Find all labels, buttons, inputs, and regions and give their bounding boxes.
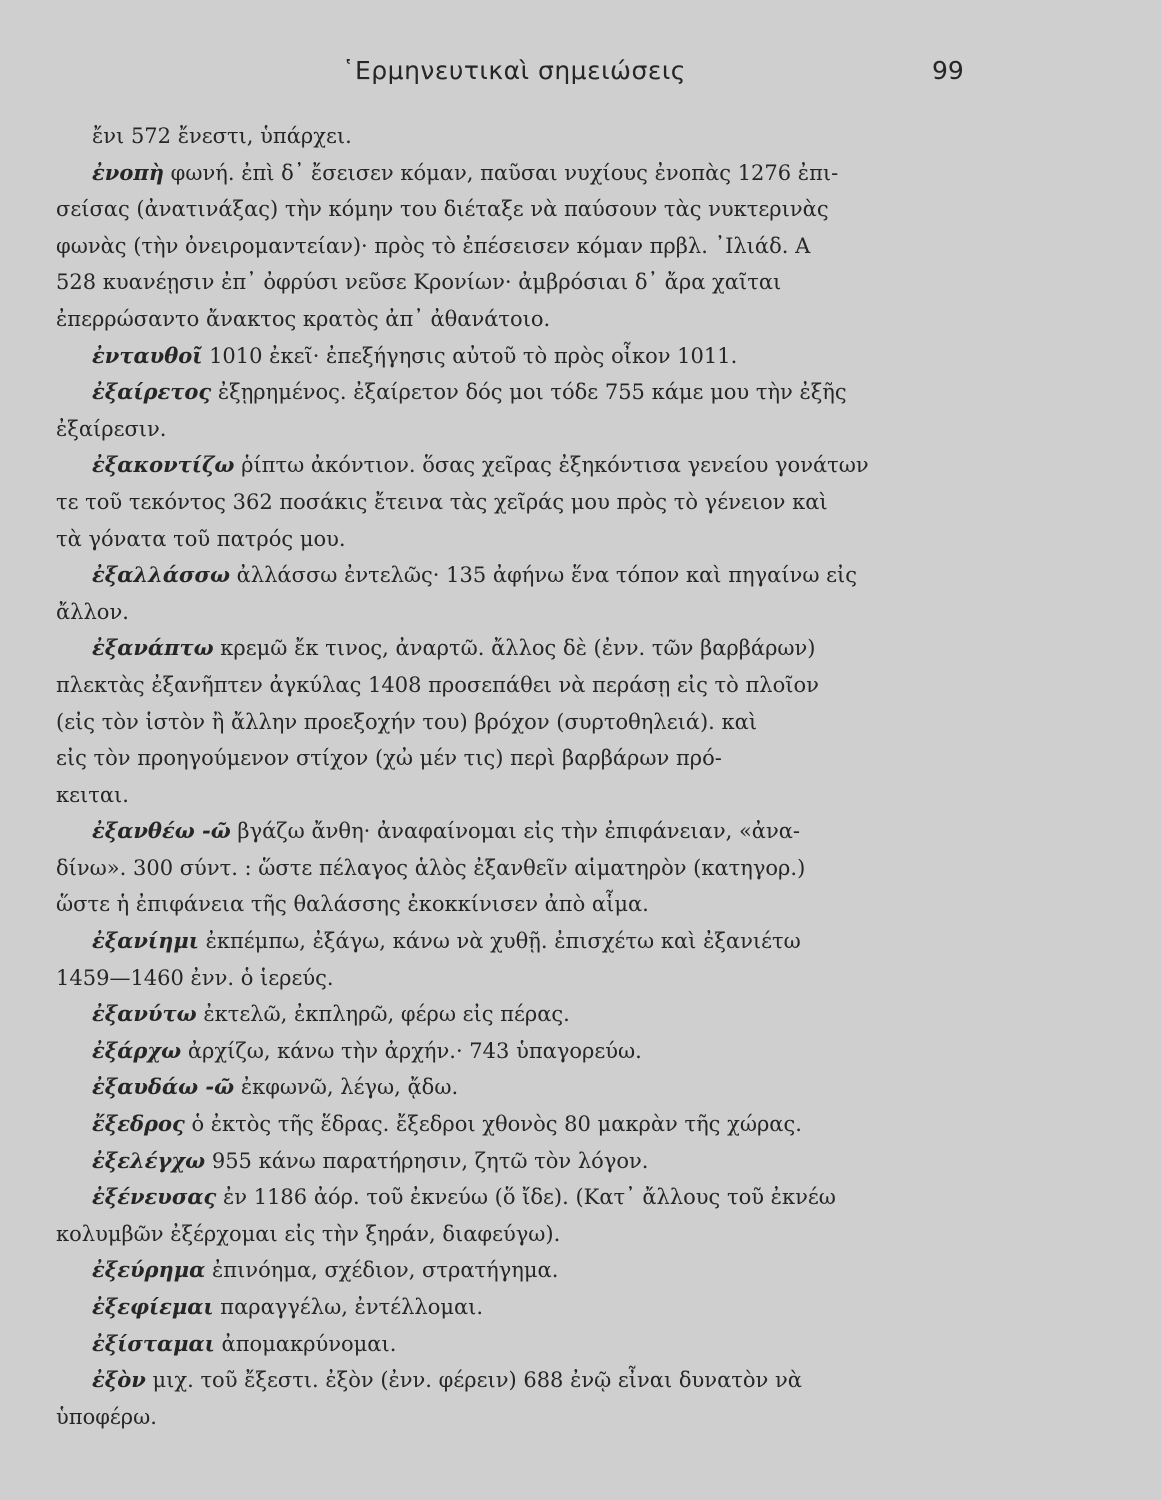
glossary-entry — [0, 923, 1161, 996]
entry-line — [0, 1033, 1010, 1070]
entry-text: ἐπερρώσαντο ἄνακτος κρατὸς ἀπ᾽ ἀθανάτοιο. — [56, 306, 551, 331]
entry-text: ἀπομακρύνομαι. — [221, 1331, 397, 1356]
entry-text: ῥίπτω ἀκόντιον. ὅσας χεῖρας ἐξηκόντισα γενείου γονάτων — [241, 453, 869, 478]
entry-line — [0, 1362, 1010, 1399]
entry-lemma: ἐξαίρετος — [92, 379, 212, 405]
entry-lemma: ἐξένευσας — [92, 1184, 217, 1210]
entry-lemma: ἐνοπὴ — [92, 159, 164, 185]
entry-text: ἐξῃρημένος. ἐξαίρετον δός μοι τόδε 755 κάμε μου τὴν ἐξῆς — [217, 380, 847, 405]
entry-line — [0, 1252, 1010, 1289]
entry-text: κειται. — [56, 782, 129, 807]
entry-text: 528 κυανέῃσιν ἐπ᾽ ὀφρύσι νεῦσε Κρονίων· ἀμβρόσιαι δ᾽ ἄρα χαῖται — [56, 270, 782, 295]
entry-line — [0, 484, 1010, 521]
glossary-entry — [0, 447, 1161, 557]
entry-lemma: ἔξεδρος — [92, 1111, 185, 1137]
entry-lemma: ἐξεύρημα — [92, 1257, 206, 1283]
entry-line — [0, 740, 1010, 777]
entry-text: ἐκφωνῶ, λέγω, ᾄδω. — [240, 1075, 459, 1100]
entry-lemma: ἐξεφίεμαι — [92, 1294, 214, 1319]
entry-text: ὁ ἐκτὸς τῆς ἕδρας. ἔξεδροι χθονὸς 80 μακρὰν τῆς χώρας. — [191, 1112, 802, 1137]
glossary-entry — [0, 118, 1161, 155]
entry-line — [0, 996, 1010, 1033]
entry-text: ἀλλάσσω ἐντελῶς· 135 ἀφήνω ἕνα τόπον καὶ πηγαίνω εἰς — [236, 563, 857, 588]
entry-text: (εἰς τὸν ἱστὸν ἢ ἄλλην προεξοχήν του) βρόχον (συρτοθηλειά). καὶ — [56, 709, 758, 734]
entry-line — [0, 301, 1010, 338]
glossary-entry — [0, 338, 1161, 375]
entry-line — [0, 923, 1010, 960]
glossary-entry — [0, 1033, 1161, 1070]
glossary-body — [0, 118, 1161, 1435]
entry-line — [0, 1326, 1010, 1363]
glossary-entry — [0, 1106, 1161, 1143]
glossary-entry — [0, 155, 1161, 338]
entry-line — [0, 1216, 1010, 1253]
page-header — [0, 56, 1161, 92]
entry-text: μιχ. τοῦ ἔξεστι. ἐξὸν (ἐνν. φέρειν) 688 ἐνῷ εἶναι δυνατὸν νὰ — [152, 1368, 802, 1393]
entry-text: φωνὰς (τὴν ὀνειρομαντείαν)· πρὸς τὸ ἐπέσεισεν κόμαν πρβλ. ᾽Ιλιάδ. Α — [56, 233, 811, 258]
entry-lemma: ἐξανθέω -ῶ — [92, 818, 231, 844]
entry-line — [0, 1399, 1010, 1436]
entry-line — [0, 1069, 1010, 1106]
entry-text: ἀρχίζω, κάνω τὴν ἀρχήν.· 743 ὑπαγορεύω. — [187, 1038, 642, 1063]
glossary-entry — [0, 1143, 1161, 1180]
entry-text: τὰ γόνατα τοῦ πατρός μου. — [56, 526, 346, 551]
entry-line — [0, 1106, 1010, 1143]
entry-line — [0, 155, 1010, 192]
glossary-entry — [0, 1362, 1161, 1435]
entry-text: πλεκτὰς ἐξανῆπτεν ἀγκύλας 1408 προσεπάθει νὰ περάσῃ εἰς τὸ πλοῖον — [56, 672, 819, 697]
entry-line — [0, 447, 1010, 484]
entry-line — [0, 1143, 1010, 1180]
glossary-entry — [0, 1179, 1161, 1252]
glossary-entry — [0, 1289, 1161, 1326]
entry-text: ἐπινόημα, σχέδιον, στρατήγημα. — [212, 1258, 559, 1283]
glossary-entry — [0, 630, 1161, 813]
entry-lemma: ἐξαυδάω -ῶ — [92, 1074, 235, 1100]
entry-text: σείσας (ἀνατινάξας) τὴν κόμην του διέταξε νὰ παύσουν τὰς νυκτερινὰς — [56, 197, 829, 222]
glossary-entry — [0, 996, 1161, 1033]
entry-line — [0, 228, 1010, 265]
entry-text: παραγγέλω, ἐντέλλομαι. — [220, 1295, 484, 1319]
entry-text: 1010 ἐκεῖ· ἐπεξήγησις αὐτοῦ τὸ πρὸς οἶκον 1011. — [209, 343, 738, 368]
entry-line — [0, 777, 1010, 814]
entry-lemma: ἐξίσταμαι — [92, 1330, 215, 1356]
entry-text: ἐν 1186 ἀόρ. τοῦ ἐκνεύω (ὅ ἴδε). (Κατ᾽ ἄλλους τοῦ ἐκνέω — [223, 1185, 836, 1210]
entry-lemma: ἐξὸν — [92, 1367, 146, 1393]
glossary-entry — [0, 1069, 1161, 1106]
entry-line — [0, 630, 1010, 667]
entry-text: ἔνι 572 ἔνεστι, ὑπάρχει. — [92, 124, 352, 148]
entry-text: ὥστε ἡ ἐπιφάνεια τῆς θαλάσσης ἐκοκκίνισεν ἀπὸ αἷμα. — [56, 892, 649, 917]
entry-line — [0, 411, 1010, 448]
entry-line — [0, 1289, 1010, 1326]
entry-line — [0, 960, 1010, 997]
page-number: 99 — [932, 56, 964, 85]
entry-text: 955 κάνω παρατήρησιν, ζητῶ τὸν λόγον. — [211, 1148, 649, 1173]
entry-line — [0, 594, 1010, 631]
glossary-entry — [0, 557, 1161, 630]
entry-line — [0, 264, 1010, 301]
entry-lemma: ἐξάρχω — [92, 1037, 182, 1063]
entry-text: ὑποφέρω. — [56, 1404, 157, 1429]
entry-lemma: ἐξανύτω — [92, 1001, 197, 1027]
entry-lemma: ἐξακοντίζω — [92, 452, 235, 478]
entry-text: τε τοῦ τεκόντος 362 ποσάκις ἔτεινα τὰς χεῖράς μου πρὸς τὸ γένειον καὶ — [56, 489, 828, 514]
glossary-entry — [0, 1252, 1161, 1289]
entry-line — [0, 374, 1010, 411]
entry-line — [0, 850, 1010, 887]
glossary-entry — [0, 813, 1161, 923]
entry-text: φωνή. ἐπὶ δ᾽ ἔσεισεν κόμαν, παῦσαι νυχίους ἐνοπὰς 1276 ἐπι- — [170, 160, 839, 185]
entry-lemma: ἐξαλλάσσω — [92, 562, 230, 588]
entry-lemma: ἐνταυθοῖ — [92, 342, 203, 368]
entry-line — [0, 557, 1010, 594]
entry-text: εἰς τὸν προηγούμενον στίχον (χὠ μέν τις) περὶ βαρβάρων πρό- — [56, 746, 722, 771]
entry-text: ἐκπέμπω, ἐξάγω, κάνω νὰ χυθῇ. ἐπισχέτω καὶ ἐξανιέτω — [205, 929, 801, 954]
glossary-entry — [0, 1326, 1161, 1363]
entry-text: ἐκτελῶ, ἐκπληρῶ, φέρω εἰς πέρας. — [203, 1002, 570, 1027]
glossary-entry — [0, 374, 1161, 447]
entry-line — [0, 667, 1010, 704]
entry-text: κολυμβῶν ἐξέρχομαι εἰς τὴν ξηράν, διαφεύγω). — [56, 1221, 561, 1246]
entry-line — [0, 521, 1010, 558]
entry-text: βγάζω ἄνθη· ἀναφαίνομαι εἰς τὴν ἐπιφάνειαν, «ἀνα- — [237, 819, 801, 844]
entry-line — [0, 813, 1010, 850]
entry-text: 1459—1460 ἐνν. ὁ ἱερεύς. — [56, 965, 334, 990]
entry-line — [0, 886, 1010, 923]
entry-line — [0, 338, 1010, 375]
running-title: ῾Ερμηνευτικαὶ σημειώσεις — [342, 56, 686, 85]
entry-lemma: ἐξανάπτω — [92, 635, 214, 661]
entry-lemma: ἐξανίημι — [92, 928, 199, 954]
entry-text: ἐξαίρεσιν. — [56, 416, 167, 441]
entry-lemma: ἐξελέγχω — [92, 1147, 206, 1173]
entry-line — [0, 1179, 1010, 1216]
entry-line — [0, 118, 1010, 155]
entry-line — [0, 191, 1010, 228]
entry-text: ἄλλον. — [56, 599, 129, 624]
entry-text: κρεμῶ ἔκ τινος, ἀναρτῶ. ἄλλος δὲ (ἐνν. τῶν βαρβάρων) — [220, 636, 816, 661]
entry-line — [0, 704, 1010, 741]
entry-text: δίνω». 300 σύντ. : ὥστε πέλαγος ἁλὸς ἐξανθεῖν αἱματηρὸν (κατηγορ.) — [56, 855, 806, 880]
